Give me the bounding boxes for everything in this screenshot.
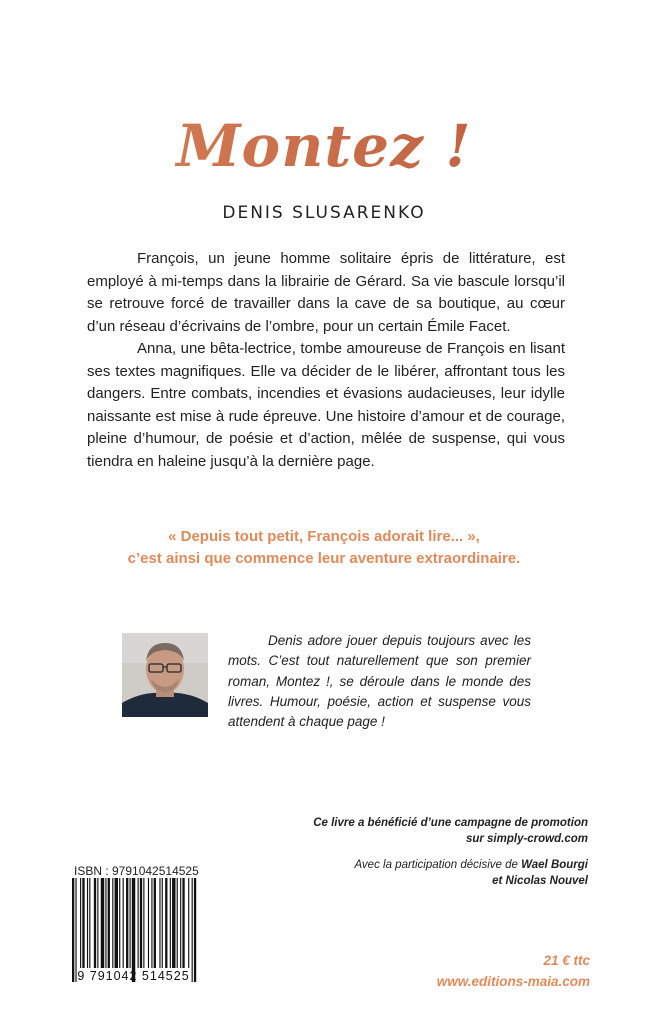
barcode-bar: [182, 878, 184, 968]
promo-line-2: sur simply-crowd.com: [465, 833, 588, 845]
barcode-bar: [180, 878, 181, 968]
barcode-bar: [108, 878, 110, 968]
barcode-bar: [123, 878, 124, 968]
barcode-bar: [80, 878, 81, 968]
barcode-digits: 9 791042 514525: [77, 969, 190, 983]
barcode-bar: [140, 878, 142, 968]
barcode-bar: [75, 878, 76, 982]
author-bio: [228, 631, 531, 732]
barcode-bar: [148, 878, 149, 968]
barcode-bar: [97, 878, 98, 968]
author-photo: [122, 633, 208, 717]
participation-prefix: Avec la participation décisive de: [354, 859, 522, 871]
participation-note: [354, 857, 588, 889]
participant-name-2: et Nicolas Nouvel: [492, 875, 588, 887]
barcode-bar: [72, 878, 74, 982]
barcode-bar: [132, 878, 135, 982]
synopsis-paragraph-1: François, un jeune homme solitaire épris de littérature, est employé à mi-temps dans la librairie de Gérard. Sa vie bascule lorsqu’il se retrouve forcé de travailler dans la cave de sa boutique, au cœur d’un réseau d’écrivains de l’ombre, pour un certain Émile Facet.: [87, 250, 565, 335]
barcode-bar: [188, 878, 189, 968]
synopsis: [87, 248, 565, 473]
quote-line-1: « Depuis tout petit, François adorait lire... »,: [168, 528, 480, 545]
barcode-bar: [177, 878, 178, 968]
price: 21 € ttc: [543, 953, 590, 968]
promo-note: [313, 815, 588, 847]
barcode-bar: [126, 878, 128, 968]
barcode-bar: [101, 878, 104, 968]
author-name: DENIS SLUSARENKO: [222, 203, 426, 223]
barcode-bar: [87, 878, 88, 968]
promo-line-1: Ce livre a bénéficié d’une campagne de promotion: [313, 817, 588, 829]
publisher-website[interactable]: www.editions-maia.com: [436, 974, 590, 989]
book-title: Montez !: [0, 112, 648, 180]
barcode-bar: [119, 878, 120, 968]
barcode-bar: [138, 878, 139, 968]
barcode-bar: [194, 878, 196, 982]
barcode-bar: [105, 878, 106, 968]
barcode-bar: [94, 878, 96, 968]
barcode-bar: [130, 878, 131, 968]
barcode-bar: [159, 878, 160, 968]
opening-quote: [0, 526, 648, 570]
barcode-bar: [82, 878, 84, 968]
barcode-bar: [154, 878, 156, 968]
barcode-bar: [143, 878, 144, 968]
barcode-bar: [89, 878, 90, 968]
quote-line-2: c’est ainsi que commence leur aventure extraordinaire.: [127, 550, 521, 567]
barcode-bar: [172, 878, 175, 968]
barcode-bar: [165, 878, 167, 968]
isbn-label: ISBN : 9791042514525: [74, 864, 199, 878]
barcode-bar: [170, 878, 171, 968]
barcode-bar: [192, 878, 193, 982]
barcode-bar: [112, 878, 113, 968]
participant-name-1: Wael Bourgi: [521, 859, 588, 871]
barcode-bar: [115, 878, 118, 968]
synopsis-paragraph-2: Anna, une bêta-lectrice, tombe amoureuse de François en lisant ses textes magnifiques. Elle va décider de le libérer, affrontant tous les dangers. Entre combats, incendies et évasions audacieuses, leur idylle naissante est mise à rude épreuve. Une histoire d’amour et de courage, pleine d’humour, de poésie et d’action, mêlée de suspense, qui vous tiendra en haleine jusqu’à la dernière page.: [87, 340, 565, 470]
barcode-bar: [151, 878, 152, 968]
barcode-bar: [162, 878, 163, 968]
author-bio-text: Denis adore jouer depuis toujours avec les mots. C’est tout naturellement que son premier roman, Montez !, se déroule dans le monde des livres. Humour, poésie, action et suspense vous attendent à chaque page !: [228, 633, 531, 730]
